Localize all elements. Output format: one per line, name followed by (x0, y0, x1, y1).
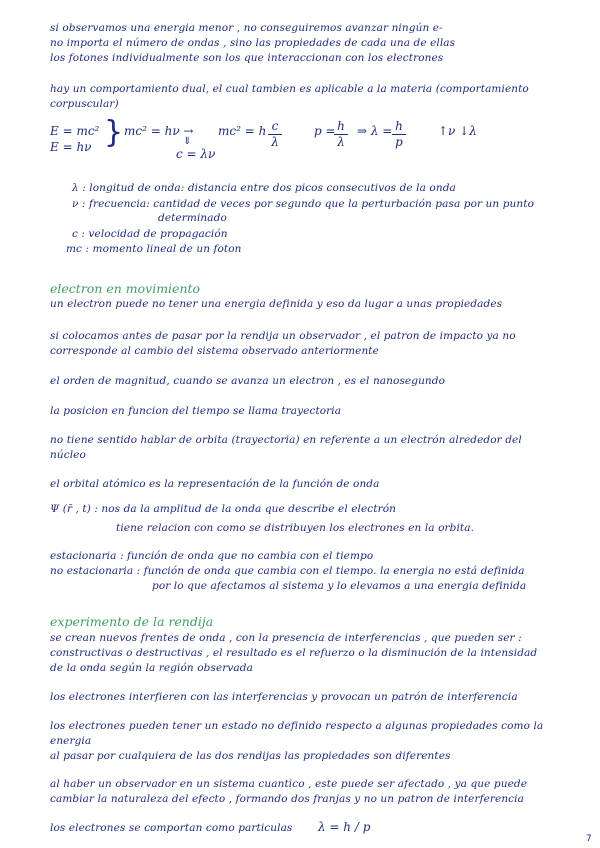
text-line: constructivas o destructivas , el resultado es el refuerzo o la disminución de la intensidad (50, 647, 538, 659)
fraction-denominator: p (395, 135, 403, 149)
definition-line: λ : longitud de onda: distancia entre dos picos consecutivos de la onda (72, 182, 456, 194)
fraction-numerator: c (271, 119, 279, 133)
formula-wavelength: ⇒ λ = (357, 124, 393, 138)
fraction-numerator: h (337, 119, 345, 133)
fraction-c-over-lambda (268, 120, 282, 149)
formula-energy-mass: E = mc² (50, 124, 100, 138)
text-line: el orbital atómico es la representación de la función de onda (50, 478, 380, 490)
formula-de-broglie: λ = h / p (318, 820, 371, 834)
definition-line: mc : momento lineal de un foton (66, 243, 242, 255)
text-line: núcleo (50, 449, 86, 461)
definition-line: c : velocidad de propagación (72, 228, 228, 240)
text-line: los electrones pueden tener un estado no definido respecto a algunas propiedades como la (50, 720, 544, 732)
text-line: si colocamos antes de pasar por la rendija un observador , el patron de impacto ya no (50, 330, 516, 342)
definition-line: determinado (158, 212, 227, 224)
formula-momentum: p = (314, 124, 336, 138)
formula-equality-c-lambda: mc² = h (218, 124, 267, 138)
text-line: Ψ (r̄ , t) : nos da la amplitud de la onda que describe el electrón (50, 503, 397, 515)
text-line: hay un comportamiento dual, el cual tambien es aplicable a la materia (comportamiento (50, 83, 529, 95)
text-line: los electrones interfieren con las interferencias y provocan un patrón de interferencia (50, 691, 518, 703)
fraction-numerator: h (395, 119, 403, 133)
fraction-denominator: λ (337, 135, 345, 149)
text-line: de la onda según la región observada (50, 662, 253, 674)
text-line: no tiene sentido hablar de orbita (trayectoria) en referente a un electrón alrededor del (50, 434, 522, 446)
text-line: energia (50, 735, 92, 747)
text-line: si observamos una energia menor , no conseguiremos avanzar ningún e- (50, 22, 443, 34)
text-line: los electrones se comportan como particulas (50, 822, 293, 834)
fraction-denominator: λ (271, 135, 279, 149)
text-line: el orden de magnitud, cuando se avanza un electron , es el nanosegundo (50, 375, 446, 387)
text-line: la posicion en funcion del tiempo se llama trayectoria (50, 405, 342, 417)
text-line: un electron puede no tener una energia definida y eso da lugar a unas propiedades (50, 298, 503, 310)
fraction-h-over-lambda (334, 120, 348, 149)
text-line: no importa el número de ondas , sino las propiedades de cada una de ellas (50, 37, 456, 49)
section-heading-rendija: experimento de la rendija (50, 614, 214, 629)
formula-relation-arrows: ↑ν ↓λ (438, 124, 477, 138)
text-line: al haber un observador en un sistema cuantico , este puede ser afectado , ya que puede (50, 778, 528, 790)
fraction-h-over-p (392, 120, 406, 149)
text-line: cambiar la naturaleza del efecto , formando dos franjas y no un patron de interferencia (50, 793, 524, 805)
text-line: corresponde al cambio del sistema observado anteriormente (50, 345, 379, 357)
text-line: los fotones individualmente son los que interaccionan con los electrones (50, 52, 444, 64)
definition-line: ν : frecuencia: cantidad de veces por segundo que la perturbación pasa por un punto (72, 198, 535, 210)
page-number: 7 (586, 834, 592, 844)
text-line: estacionaria : función de onda que no cambia con el tiempo (50, 550, 374, 562)
formula-speed-of-light: c = λν (176, 147, 216, 161)
down-arrow-symbol: ⇓ (183, 136, 192, 147)
section-heading-movimiento: electron en movimiento (50, 281, 201, 296)
text-line: por lo que afectamos al sistema y lo elevamos a una energia definida (152, 580, 527, 592)
formula-energy-frequency: E = hν (50, 140, 92, 154)
formula-equality-arrow: mc² = hν → (124, 124, 194, 138)
brace-symbol: } (104, 115, 124, 150)
text-line: corpuscular) (50, 98, 119, 110)
text-line: al pasar por cualquiera de las dos rendijas las propiedades son diferentes (50, 750, 451, 762)
text-line: tiene relacion con como se distribuyen los electrones en la orbita. (116, 522, 475, 534)
text-line: se crean nuevos frentes de onda , con la presencia de interferencias , que pueden ser : (50, 632, 522, 644)
text-line: no estacionaria : función de onda que cambia con el tiempo. la energia no está definida (50, 565, 525, 577)
